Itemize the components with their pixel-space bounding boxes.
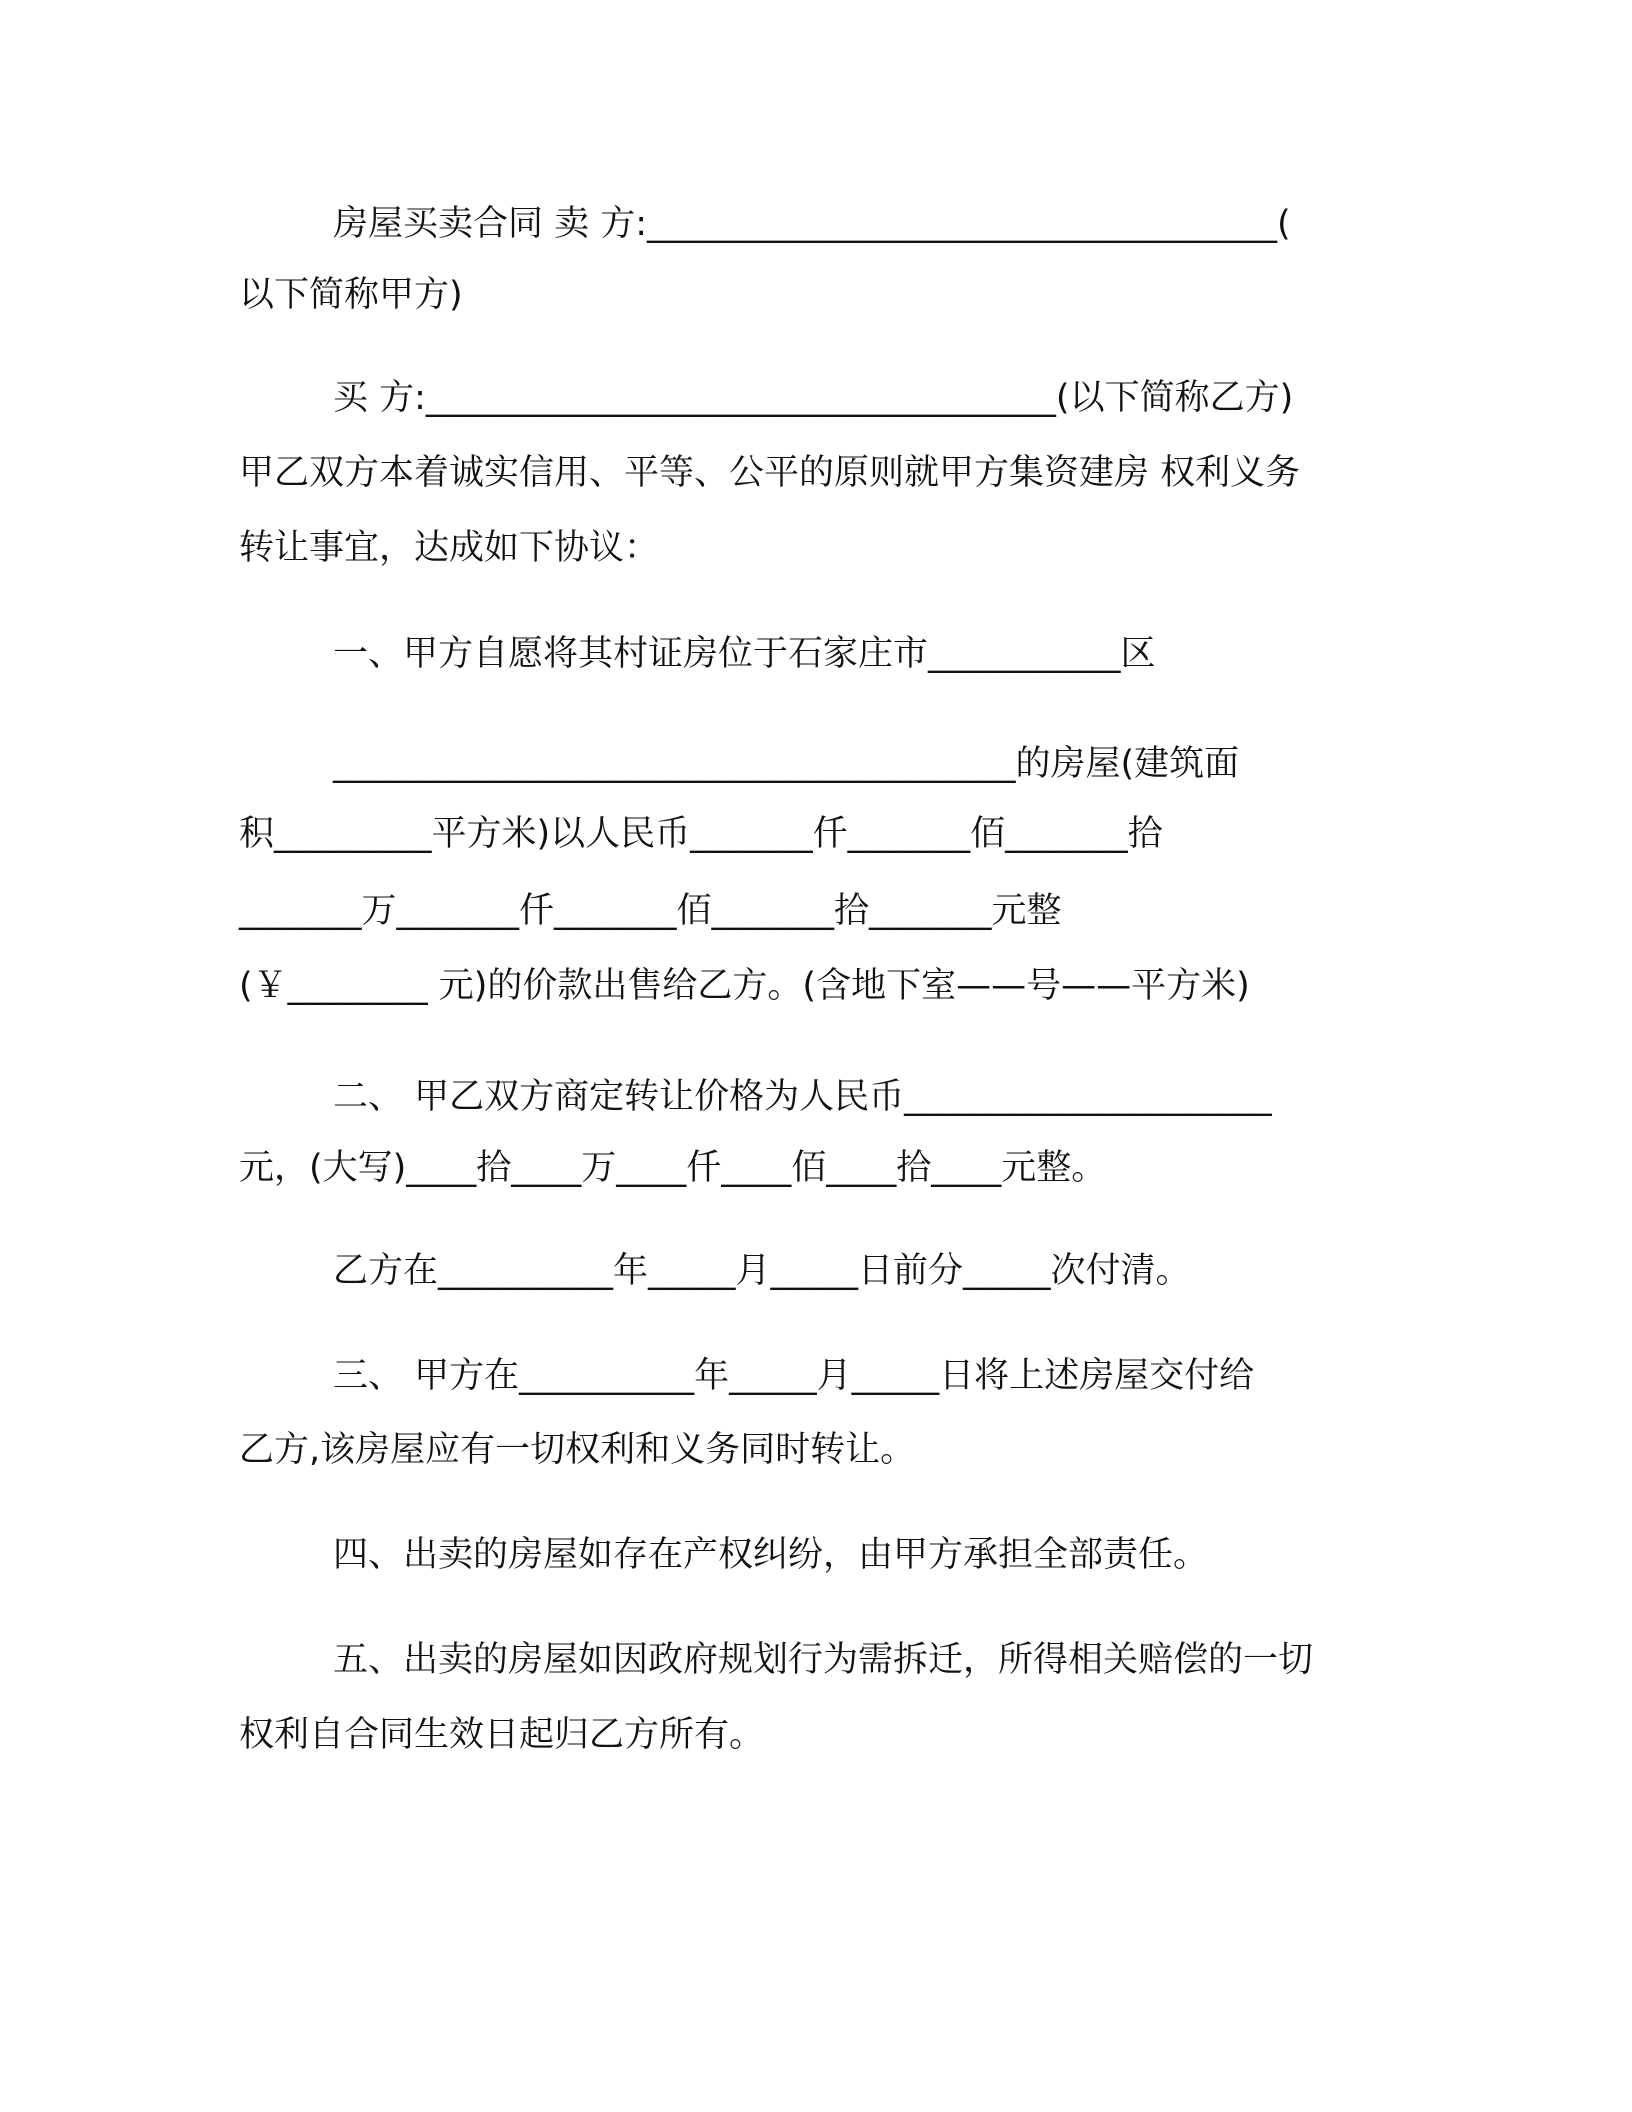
clause-one-line-3: 积_________平方米)以人民币_______仟_______佰_______拾 [239, 814, 1163, 854]
clause-five-line-2: 权利自合同生效日起归乙方所有。 [239, 1715, 765, 1755]
intro-line-1: 甲乙双方本着诚实信用、平等、公平的原则就甲方集资建房 权利义务 [239, 453, 1301, 493]
payment-line: 乙方在__________年_____月_____日前分_____次付清。 [333, 1251, 1191, 1291]
intro-line-2: 转让事宜，达成如下协议： [239, 528, 660, 568]
buyer-line: 买 方:____________________________________(以下简称乙方) [333, 378, 1294, 418]
clause-three-line-2: 乙方,该房屋应有一切权利和义务同时转让。 [239, 1430, 916, 1470]
clause-two-line-1: 二、 甲乙双方商定转让价格为人民币_____________________ [333, 1077, 1272, 1117]
clause-four-line: 四、出卖的房屋如存在产权纠纷，由甲方承担全部责任。 [333, 1535, 1209, 1575]
clause-one-line-4: _______万_______仟_______佰_______拾_______元整 [239, 891, 1062, 931]
clause-three-line-1: 三、 甲方在__________年_____月_____日将上述房屋交付给 [333, 1356, 1255, 1396]
clause-two-line-2: 元，(大写)____拾____万____仟____佰____拾____元整。 [239, 1148, 1107, 1188]
clause-one-line-1: 一、甲方自愿将其村证房位于石家庄市___________区 [333, 634, 1156, 674]
seller-abbreviation-line: 以下简称甲方) [239, 275, 463, 315]
clause-five-line-1: 五、出卖的房屋如因政府规划行为需拆迁，所得相关赔偿的一切 [333, 1640, 1314, 1680]
clause-one-line-5: (￥________ 元)的价款出售给乙方。(含地下室——号——平方米) [239, 966, 1250, 1006]
contract-title-seller-line: 房屋买卖合同 卖 方:____________________________________( [333, 204, 1291, 244]
clause-one-line-2: _______________________________________的房屋(建筑面 [333, 744, 1240, 784]
